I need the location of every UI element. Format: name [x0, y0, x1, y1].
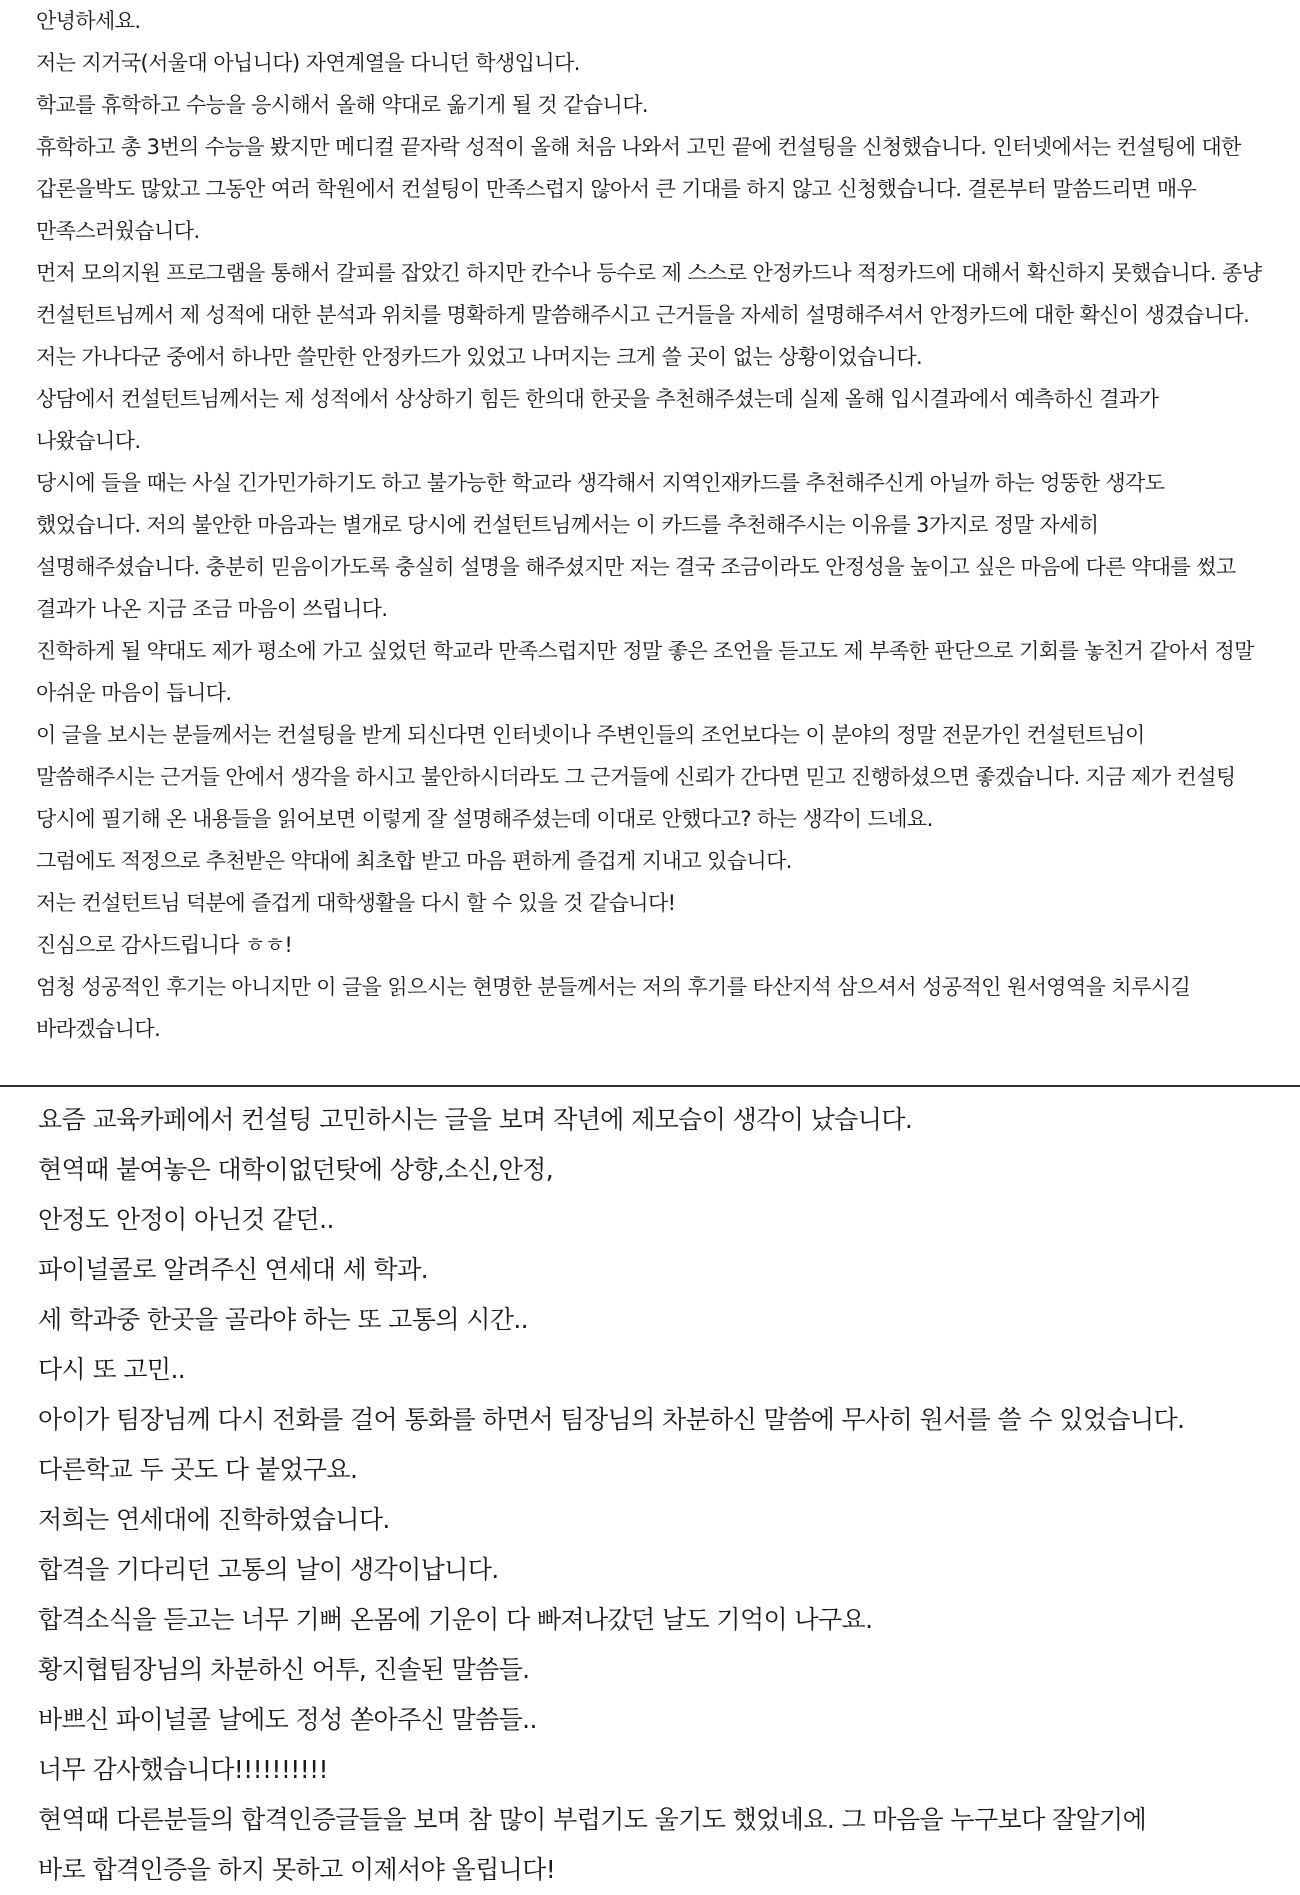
review-1-paragraph: 먼저 모의지원 프로그램을 통해서 갈피를 잡았긴 하지만 칸수나 등수로 제 스스로 안정카드나 적정카드에 대해서 확신하지 못했습니다. 종냥 컨설턴트님께서 제 성적에 대한 분석과 위치를 명확하게 말씀해주시고 근거들을 자세히 설명해주셔서 안정카드에 대한 확신이 생겼습니다.	[36, 261, 1262, 327]
review-2-line: 다른학교 두 곳도 다 붙었구요.	[38, 1455, 358, 1484]
review-1-paragraph: 진학하게 될 약대도 제가 평소에 가고 싶었던 학교라 만족스럽지만 정말 좋은 조언을 듣고도 제 부족한 판단으로 기회를 놓친거 같아서 정말 아쉬운 마음이 듭니다.	[36, 639, 1254, 705]
review-1-paragraph: 엄청 성공적인 후기는 아니지만 이 글을 읽으시는 현명한 분들께서는 저의 후기를 타산지석 삼으셔서 성공적인 원서영역을 치루시길 바라겠습니다.	[36, 975, 1191, 1041]
review-1-paragraph: 진심으로 감사드립니다 ㅎㅎ!	[36, 933, 293, 957]
review-2-line: 다시 또 고민..	[38, 1355, 186, 1384]
review-2-line: 현역때 다른분들의 합격인증글들을 보며 참 많이 부럽기도 울기도 했었네요. 그 마음을 누구보다 잘알기에	[38, 1805, 1147, 1834]
review-2-line: 안정도 안정이 아닌것 같던..	[38, 1205, 334, 1234]
review-1-paragraph: 휴학하고 총 3번의 수능을 봤지만 메디컬 끝자락 성적이 올해 처음 나와서 고민 끝에 컨설팅을 신청했습니다. 인터넷에서는 컨설팅에 대한 갑론을박도 많았고 그동안 여러 학원에서 컨설팅이 만족스럽지 않아서 큰 기대를 하지 않고 신청했습니다. 결론부터 말씀드리면 매우 만족스러웠습니다.	[36, 135, 1241, 243]
review-2-line: 저희는 연세대에 진학하였습니다.	[38, 1505, 390, 1534]
review-2-line: 아이가 팀장님께 다시 전화를 걸어 통화를 하면서 팀장님의 차분하신 말씀에 무사히 원서를 쓸 수 있었습니다.	[38, 1405, 1185, 1434]
review-2-line: 황지협팀장님의 차분하신 어투, 진솔된 말씀들.	[38, 1655, 530, 1684]
review-1-paragraph: 저는 컨설턴트님 덕분에 즐겁게 대학생활을 다시 할 수 있을 것 같습니다!	[36, 891, 676, 915]
review-1-paragraph: 당시에 들을 때는 사실 긴가민가하기도 하고 불가능한 학교라 생각해서 지역인재카드를 추천해주신게 아닐까 하는 엉뚱한 생각도 했었습니다. 저의 불안한 마음과는 별개로 당시에 컨설턴트님께서는 이 카드를 추천해주시는 이유를 3가지로 정말 자세히 설명해주셨습니다. 충분히 믿음이가도록 충실히 설명을 해주셨지만 저는 결국 조금이라도 안정성을 높이고 싶은 마음에 다른 약대를 썼고 결과가 나온 지금 조금 마음이 쓰립니다.	[36, 471, 1236, 621]
review-1-paragraph: 상담에서 컨설턴트님께서는 제 성적에서 상상하기 힘든 한의대 한곳을 추천해주셨는데 실제 올해 입시결과에서 예측하신 결과가 나왔습니다.	[36, 387, 1159, 453]
review-2-line: 합격소식을 듣고는 너무 기뻐 온몸에 기운이 다 빠져나갔던 날도 기억이 나구요.	[38, 1605, 873, 1634]
review-2-line: 바쁘신 파이널콜 날에도 정성 쏟아주신 말씀들..	[38, 1705, 537, 1734]
review-2-line: 바로 합격인증을 하지 못하고 이제서야 올립니다!	[38, 1855, 556, 1884]
review-2-line: 너무 감사했습니다!!!!!!!!!!	[38, 1755, 328, 1784]
review-2-line: 세 학과중 한곳을 골라야 하는 또 고통의 시간..	[38, 1305, 529, 1334]
review-2-line: 파이널콜로 알려주신 연세대 세 학과.	[38, 1255, 428, 1284]
review-2-line: 현역때 붙여놓은 대학이없던탓에 상향,소신,안정,	[38, 1155, 554, 1184]
review-1-paragraph: 그럼에도 적정으로 추천받은 약대에 최초합 받고 마음 편하게 즐겁게 지내고 있습니다.	[36, 849, 792, 873]
review-2	[0, 1087, 1300, 1895]
review-1-paragraph: 저는 지거국(서울대 아닙니다) 자연계열을 다니던 학생입니다.	[36, 51, 580, 75]
review-2-line: 합격을 기다리던 고통의 날이 생각이납니다.	[38, 1555, 499, 1584]
review-1-paragraph: 학교를 휴학하고 수능을 응시해서 올해 약대로 옮기게 될 것 같습니다.	[36, 93, 648, 117]
review-2-line: 요즘 교육카페에서 컨설팅 고민하시는 글을 보며 작년에 제모습이 생각이 났습니다.	[38, 1105, 913, 1134]
review-1-paragraph: 저는 가나다군 중에서 하나만 쓸만한 안정카드가 있었고 나머지는 크게 쓸 곳이 없는 상황이었습니다.	[36, 345, 923, 369]
review-1-paragraph: 안녕하세요.	[36, 9, 141, 33]
review-1-paragraph: 이 글을 보시는 분들께서는 컨설팅을 받게 되신다면 인터넷이나 주변인들의 조언보다는 이 분야의 정말 전문가인 컨설턴트님이 말씀해주시는 근거들 안에서 생각을 하시고 불안하시더라도 그 근거들에 신뢰가 간다면 믿고 진행하셨으면 좋겠습니다. 지금 제가 컨설팅 당시에 필기해 온 내용들을 읽어보면 이렇게 잘 설명해주셨는데 이대로 안했다고? 하는 생각이 드네요.	[36, 723, 1236, 831]
